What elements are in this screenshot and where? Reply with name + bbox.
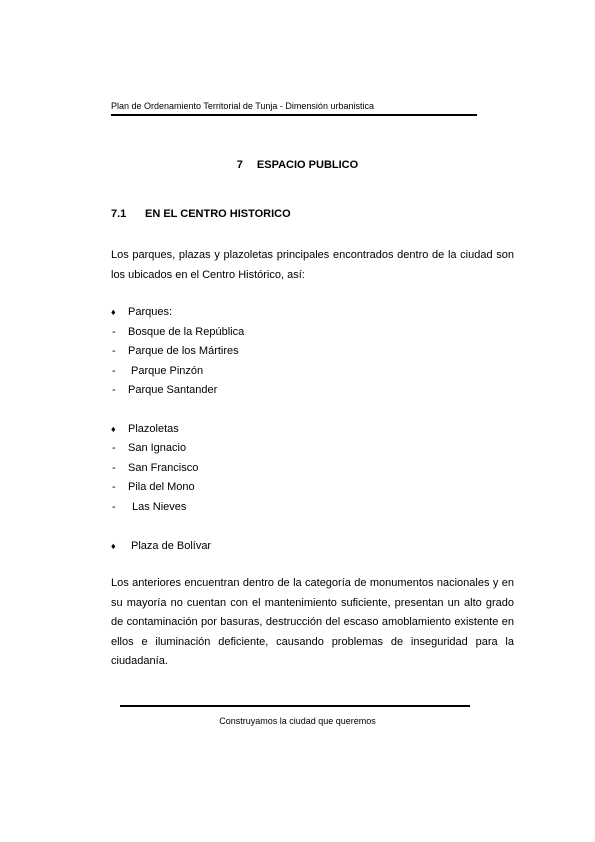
- group-title: Parques:: [128, 306, 173, 318]
- chapter-number: 7: [236, 159, 243, 171]
- dash-marker: -: [112, 326, 116, 338]
- list-item-label: Parque de los Mártires: [128, 345, 239, 357]
- running-footer: Construyamos la ciudad que queremos: [219, 716, 376, 726]
- list-item-label: San Ignacio: [128, 442, 187, 454]
- list-item-label: Pila del Mono: [128, 481, 195, 493]
- intro-paragraph: Los parques, plazas y plazoletas principales encontrados dentro de la ciudad son los ubicados en el Centro Histórico, así:: [111, 249, 514, 281]
- diamond-bullet-icon: ♦: [111, 424, 116, 434]
- section-heading: [111, 208, 291, 220]
- chapter-heading: [0, 159, 595, 171]
- list-item-label: Parque Pinzón: [131, 365, 204, 377]
- dash-marker: -: [112, 442, 116, 454]
- dash-marker: -: [112, 481, 116, 493]
- diamond-bullet-icon: ♦: [111, 541, 116, 551]
- list-item-label: Parque Santander: [128, 384, 218, 396]
- conclusion-paragraph: Los anteriores encuentran dentro de la categoría de monumentos nacionales y en su mayoría no cuentan con el mantenimiento suficiente, presentan un alto grado de contaminación por basuras, destrucción del escaso amoblamiento existente en ellos e iluminación deficiente, causando problemas de inseguridad para la ciudadanía.: [111, 577, 514, 667]
- group-title: Plazoletas: [128, 423, 179, 435]
- dash-marker: -: [112, 501, 116, 513]
- list-item-label: Las Nieves: [132, 501, 187, 513]
- footer-rule: [120, 705, 470, 707]
- dash-marker: -: [112, 345, 116, 357]
- dash-marker: -: [112, 384, 116, 396]
- header-rule: [111, 114, 477, 116]
- group-title: Plaza de Bolívar: [131, 540, 212, 552]
- section-number: 7.1: [111, 208, 127, 220]
- running-header: Plan de Ordenamiento Territorial de Tunja - Dimensión urbanistica: [111, 101, 374, 111]
- chapter-title: ESPACIO PUBLICO: [256, 159, 359, 171]
- dash-marker: -: [112, 462, 116, 474]
- list-item-label: San Francisco: [128, 462, 199, 474]
- list-item-label: Bosque de la República: [128, 326, 245, 338]
- diamond-bullet-icon: ♦: [111, 307, 116, 317]
- dash-marker: -: [112, 365, 116, 377]
- section-title: EN EL CENTRO HISTORICO: [145, 208, 291, 220]
